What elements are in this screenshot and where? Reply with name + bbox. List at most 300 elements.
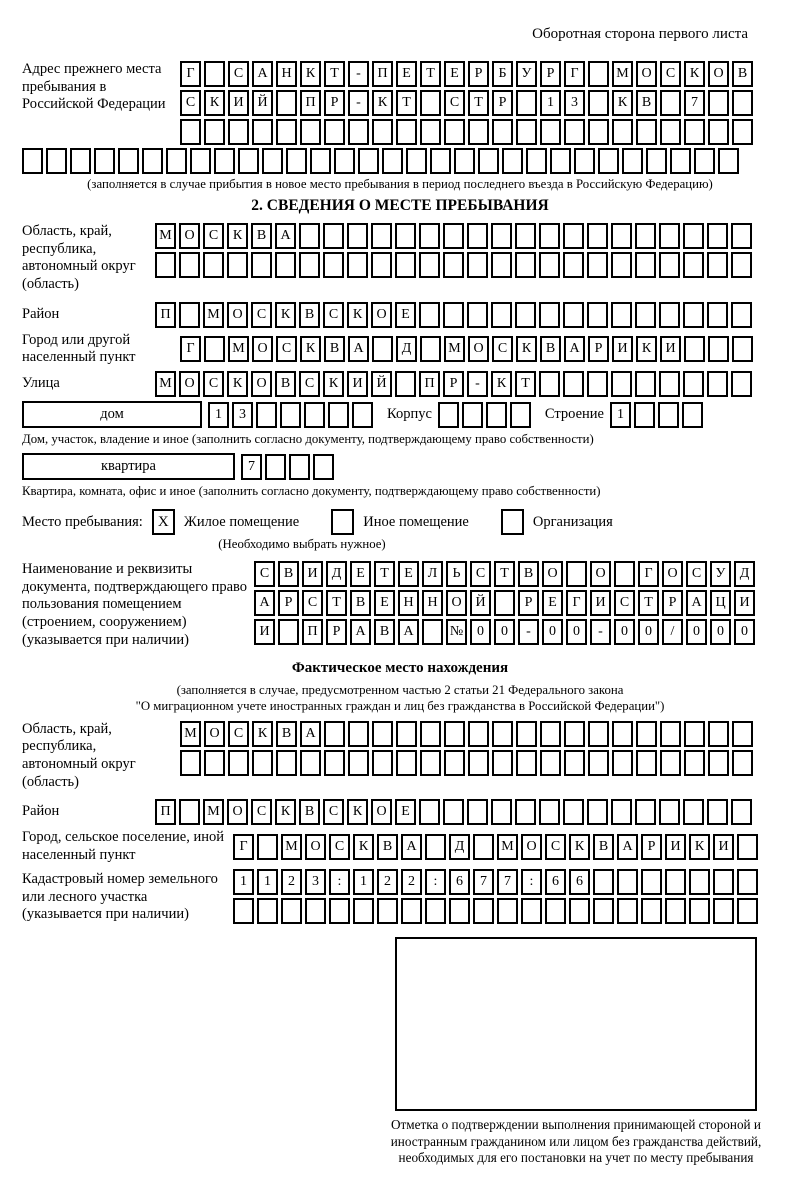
form-cell[interactable] <box>683 302 704 328</box>
form-cell[interactable]: Е <box>374 590 395 616</box>
form-cell[interactable] <box>347 223 368 249</box>
form-cell[interactable] <box>444 721 465 747</box>
form-cell[interactable] <box>443 799 464 825</box>
form-cell[interactable] <box>372 721 393 747</box>
form-cell[interactable]: Е <box>395 302 416 328</box>
form-cell[interactable]: 1 <box>610 402 631 428</box>
form-cell[interactable] <box>289 454 310 480</box>
form-cell[interactable] <box>420 336 441 362</box>
form-cell[interactable]: Б <box>492 61 513 87</box>
form-cell[interactable] <box>324 721 345 747</box>
form-cell[interactable] <box>563 799 584 825</box>
form-cell[interactable]: 1 <box>540 90 561 116</box>
form-cell[interactable]: 0 <box>638 619 659 645</box>
form-cell[interactable]: № <box>446 619 467 645</box>
form-cell[interactable]: Т <box>468 90 489 116</box>
form-cell[interactable]: И <box>228 90 249 116</box>
form-cell[interactable] <box>155 252 176 278</box>
form-cell[interactable] <box>587 371 608 397</box>
form-cell[interactable] <box>94 148 115 174</box>
form-cell[interactable]: А <box>617 834 638 860</box>
form-cell[interactable] <box>694 148 715 174</box>
form-cell[interactable]: О <box>204 721 225 747</box>
form-cell[interactable] <box>467 799 488 825</box>
form-cell[interactable] <box>467 302 488 328</box>
form-cell[interactable] <box>395 223 416 249</box>
form-cell[interactable]: К <box>684 61 705 87</box>
form-cell[interactable] <box>180 750 201 776</box>
form-cell[interactable] <box>612 119 633 145</box>
form-cell[interactable]: Й <box>470 590 491 616</box>
form-cell[interactable] <box>659 223 680 249</box>
form-cell[interactable]: 1 <box>233 869 254 895</box>
form-cell[interactable] <box>372 750 393 776</box>
form-cell[interactable] <box>588 119 609 145</box>
form-cell[interactable] <box>142 148 163 174</box>
form-cell[interactable]: С <box>545 834 566 860</box>
stay-option-organization-checkbox[interactable] <box>501 509 524 535</box>
form-cell[interactable]: М <box>497 834 518 860</box>
form-cell[interactable] <box>371 252 392 278</box>
form-cell[interactable]: В <box>374 619 395 645</box>
form-cell[interactable] <box>280 402 301 428</box>
form-cell[interactable] <box>265 454 286 480</box>
form-cell[interactable] <box>299 223 320 249</box>
form-cell[interactable] <box>300 750 321 776</box>
form-cell[interactable] <box>214 148 235 174</box>
form-cell[interactable]: П <box>419 371 440 397</box>
form-cell[interactable] <box>684 336 705 362</box>
form-cell[interactable] <box>473 898 494 924</box>
form-cell[interactable] <box>468 750 489 776</box>
form-cell[interactable]: 0 <box>494 619 515 645</box>
form-cell[interactable]: Р <box>540 61 561 87</box>
form-cell[interactable] <box>563 302 584 328</box>
form-cell[interactable] <box>262 148 283 174</box>
form-cell[interactable] <box>564 721 585 747</box>
form-cell[interactable]: С <box>180 90 201 116</box>
form-cell[interactable]: 1 <box>257 869 278 895</box>
form-cell[interactable] <box>660 750 681 776</box>
form-cell[interactable]: М <box>281 834 302 860</box>
form-cell[interactable] <box>564 750 585 776</box>
form-cell[interactable]: А <box>564 336 585 362</box>
form-cell[interactable] <box>617 898 638 924</box>
form-cell[interactable]: Й <box>371 371 392 397</box>
form-cell[interactable] <box>622 148 643 174</box>
form-cell[interactable]: Т <box>374 561 395 587</box>
form-cell[interactable]: 6 <box>569 869 590 895</box>
form-cell[interactable]: О <box>468 336 489 362</box>
form-cell[interactable] <box>70 148 91 174</box>
form-cell[interactable]: К <box>353 834 374 860</box>
form-cell[interactable] <box>713 869 734 895</box>
form-cell[interactable] <box>660 90 681 116</box>
form-cell[interactable] <box>526 148 547 174</box>
form-cell[interactable] <box>732 336 753 362</box>
form-cell[interactable]: И <box>665 834 686 860</box>
form-cell[interactable]: С <box>251 799 272 825</box>
form-cell[interactable]: - <box>518 619 539 645</box>
form-cell[interactable]: В <box>275 371 296 397</box>
form-cell[interactable] <box>545 898 566 924</box>
form-cell[interactable] <box>179 799 200 825</box>
form-cell[interactable]: Д <box>396 336 417 362</box>
form-cell[interactable] <box>510 402 531 428</box>
form-cell[interactable] <box>497 898 518 924</box>
form-cell[interactable] <box>190 148 211 174</box>
form-cell[interactable] <box>443 223 464 249</box>
form-cell[interactable] <box>420 119 441 145</box>
form-cell[interactable] <box>449 898 470 924</box>
form-cell[interactable] <box>684 119 705 145</box>
form-cell[interactable]: К <box>636 336 657 362</box>
form-cell[interactable] <box>540 750 561 776</box>
form-cell[interactable] <box>118 148 139 174</box>
form-cell[interactable] <box>732 721 753 747</box>
form-cell[interactable] <box>636 119 657 145</box>
form-cell[interactable] <box>539 252 560 278</box>
form-cell[interactable]: С <box>492 336 513 362</box>
form-cell[interactable] <box>612 750 633 776</box>
form-cell[interactable] <box>491 252 512 278</box>
form-cell[interactable] <box>614 561 635 587</box>
form-cell[interactable]: К <box>569 834 590 860</box>
form-cell[interactable]: 3 <box>305 869 326 895</box>
form-cell[interactable] <box>713 898 734 924</box>
form-cell[interactable] <box>683 371 704 397</box>
form-cell[interactable] <box>401 898 422 924</box>
form-cell[interactable] <box>328 402 349 428</box>
form-cell[interactable] <box>444 750 465 776</box>
form-cell[interactable] <box>731 223 752 249</box>
form-cell[interactable] <box>419 302 440 328</box>
form-cell[interactable]: И <box>612 336 633 362</box>
form-cell[interactable] <box>665 869 686 895</box>
form-cell[interactable]: И <box>254 619 275 645</box>
form-cell[interactable] <box>372 119 393 145</box>
form-cell[interactable]: 7 <box>473 869 494 895</box>
form-cell[interactable] <box>300 119 321 145</box>
form-cell[interactable]: О <box>446 590 467 616</box>
form-cell[interactable] <box>708 119 729 145</box>
form-cell[interactable]: Ь <box>446 561 467 587</box>
form-cell[interactable] <box>611 799 632 825</box>
form-cell[interactable]: О <box>708 61 729 87</box>
form-cell[interactable]: С <box>203 223 224 249</box>
form-cell[interactable]: П <box>372 61 393 87</box>
form-cell[interactable] <box>564 119 585 145</box>
form-cell[interactable] <box>228 750 249 776</box>
form-cell[interactable]: М <box>203 799 224 825</box>
form-cell[interactable] <box>371 223 392 249</box>
form-cell[interactable] <box>468 721 489 747</box>
form-cell[interactable] <box>468 119 489 145</box>
form-cell[interactable] <box>521 898 542 924</box>
form-cell[interactable] <box>598 148 619 174</box>
form-cell[interactable] <box>406 148 427 174</box>
form-cell[interactable]: Т <box>494 561 515 587</box>
form-cell[interactable] <box>310 148 331 174</box>
form-cell[interactable]: Р <box>492 90 513 116</box>
form-cell[interactable]: В <box>732 61 753 87</box>
form-cell[interactable] <box>684 721 705 747</box>
form-cell[interactable] <box>276 750 297 776</box>
form-cell[interactable]: О <box>251 371 272 397</box>
form-cell[interactable]: С <box>329 834 350 860</box>
form-cell[interactable]: 3 <box>232 402 253 428</box>
form-cell[interactable] <box>278 619 299 645</box>
form-cell[interactable]: С <box>251 302 272 328</box>
form-cell[interactable] <box>659 371 680 397</box>
form-cell[interactable] <box>473 834 494 860</box>
form-cell[interactable]: Р <box>588 336 609 362</box>
form-cell[interactable] <box>467 252 488 278</box>
form-cell[interactable]: Г <box>180 61 201 87</box>
form-cell[interactable]: : <box>425 869 446 895</box>
form-cell[interactable] <box>732 119 753 145</box>
form-cell[interactable] <box>180 119 201 145</box>
form-cell[interactable] <box>419 223 440 249</box>
form-cell[interactable] <box>683 799 704 825</box>
form-cell[interactable]: У <box>710 561 731 587</box>
form-cell[interactable]: 2 <box>401 869 422 895</box>
form-cell[interactable]: Е <box>395 799 416 825</box>
form-cell[interactable]: Ц <box>710 590 731 616</box>
form-cell[interactable] <box>539 371 560 397</box>
form-cell[interactable] <box>492 750 513 776</box>
form-cell[interactable] <box>420 750 441 776</box>
form-cell[interactable] <box>492 721 513 747</box>
form-cell[interactable]: - <box>467 371 488 397</box>
form-cell[interactable]: С <box>276 336 297 362</box>
form-cell[interactable]: Г <box>638 561 659 587</box>
form-cell[interactable] <box>540 721 561 747</box>
form-cell[interactable]: А <box>686 590 707 616</box>
form-cell[interactable] <box>252 119 273 145</box>
form-cell[interactable] <box>732 90 753 116</box>
form-cell[interactable] <box>348 750 369 776</box>
form-cell[interactable] <box>494 590 515 616</box>
form-cell[interactable]: В <box>278 561 299 587</box>
form-cell[interactable] <box>539 223 560 249</box>
form-cell[interactable] <box>419 252 440 278</box>
form-cell[interactable] <box>708 90 729 116</box>
form-cell[interactable] <box>286 148 307 174</box>
form-cell[interactable] <box>396 119 417 145</box>
form-cell[interactable]: О <box>179 223 200 249</box>
form-cell[interactable] <box>353 898 374 924</box>
form-cell[interactable]: С <box>203 371 224 397</box>
form-cell[interactable] <box>569 898 590 924</box>
form-cell[interactable] <box>718 148 739 174</box>
form-cell[interactable] <box>396 750 417 776</box>
form-cell[interactable]: 0 <box>470 619 491 645</box>
form-cell[interactable] <box>396 721 417 747</box>
form-cell[interactable] <box>588 61 609 87</box>
form-cell[interactable] <box>550 148 571 174</box>
form-cell[interactable] <box>444 119 465 145</box>
form-cell[interactable]: С <box>470 561 491 587</box>
form-cell[interactable]: Р <box>518 590 539 616</box>
form-cell[interactable] <box>665 898 686 924</box>
form-cell[interactable] <box>707 223 728 249</box>
form-cell[interactable]: О <box>542 561 563 587</box>
form-cell[interactable]: С <box>323 799 344 825</box>
form-cell[interactable]: О <box>371 799 392 825</box>
form-cell[interactable]: К <box>347 302 368 328</box>
form-cell[interactable] <box>22 148 43 174</box>
form-cell[interactable] <box>179 252 200 278</box>
form-cell[interactable] <box>515 252 536 278</box>
form-cell[interactable] <box>516 119 537 145</box>
form-cell[interactable] <box>204 750 225 776</box>
form-cell[interactable]: Т <box>515 371 536 397</box>
form-cell[interactable]: А <box>300 721 321 747</box>
form-cell[interactable]: К <box>275 302 296 328</box>
form-cell[interactable]: У <box>516 61 537 87</box>
form-cell[interactable] <box>227 252 248 278</box>
form-cell[interactable]: Т <box>396 90 417 116</box>
form-cell[interactable] <box>204 119 225 145</box>
form-cell[interactable]: Е <box>398 561 419 587</box>
form-cell[interactable] <box>454 148 475 174</box>
form-cell[interactable]: Т <box>420 61 441 87</box>
form-cell[interactable]: К <box>204 90 225 116</box>
form-cell[interactable] <box>324 119 345 145</box>
form-cell[interactable]: С <box>444 90 465 116</box>
form-cell[interactable] <box>515 302 536 328</box>
form-cell[interactable]: Н <box>276 61 297 87</box>
form-cell[interactable] <box>358 148 379 174</box>
form-cell[interactable] <box>641 898 662 924</box>
form-cell[interactable] <box>323 223 344 249</box>
form-cell[interactable]: О <box>521 834 542 860</box>
form-cell[interactable] <box>658 402 679 428</box>
form-cell[interactable] <box>731 371 752 397</box>
form-cell[interactable] <box>611 252 632 278</box>
form-cell[interactable] <box>491 302 512 328</box>
form-cell[interactable] <box>443 302 464 328</box>
form-cell[interactable] <box>670 148 691 174</box>
form-cell[interactable] <box>731 302 752 328</box>
form-cell[interactable]: Д <box>326 561 347 587</box>
form-cell[interactable] <box>635 371 656 397</box>
form-cell[interactable]: М <box>155 371 176 397</box>
form-cell[interactable] <box>252 750 273 776</box>
form-cell[interactable] <box>462 402 483 428</box>
form-cell[interactable]: М <box>155 223 176 249</box>
form-cell[interactable]: А <box>254 590 275 616</box>
form-cell[interactable] <box>324 750 345 776</box>
form-cell[interactable] <box>539 799 560 825</box>
form-cell[interactable]: И <box>302 561 323 587</box>
form-cell[interactable]: К <box>612 90 633 116</box>
form-cell[interactable] <box>587 252 608 278</box>
form-cell[interactable]: В <box>350 590 371 616</box>
form-cell[interactable] <box>491 799 512 825</box>
form-cell[interactable]: О <box>590 561 611 587</box>
form-cell[interactable]: Е <box>444 61 465 87</box>
form-cell[interactable] <box>348 119 369 145</box>
form-cell[interactable] <box>689 869 710 895</box>
form-cell[interactable] <box>659 799 680 825</box>
form-cell[interactable] <box>486 402 507 428</box>
form-cell[interactable]: И <box>660 336 681 362</box>
form-cell[interactable]: Д <box>734 561 755 587</box>
form-cell[interactable]: В <box>593 834 614 860</box>
form-cell[interactable] <box>478 148 499 174</box>
form-cell[interactable]: 0 <box>566 619 587 645</box>
form-cell[interactable] <box>683 252 704 278</box>
form-cell[interactable]: Г <box>564 61 585 87</box>
form-cell[interactable] <box>563 371 584 397</box>
form-cell[interactable]: С <box>660 61 681 87</box>
form-cell[interactable]: К <box>347 799 368 825</box>
form-cell[interactable] <box>707 371 728 397</box>
form-cell[interactable]: П <box>155 302 176 328</box>
form-cell[interactable]: О <box>371 302 392 328</box>
form-cell[interactable]: - <box>348 61 369 87</box>
form-cell[interactable] <box>46 148 67 174</box>
form-cell[interactable] <box>574 148 595 174</box>
form-cell[interactable] <box>708 750 729 776</box>
form-cell[interactable]: П <box>302 619 323 645</box>
form-cell[interactable] <box>238 148 259 174</box>
form-cell[interactable] <box>731 252 752 278</box>
form-cell[interactable]: М <box>180 721 201 747</box>
form-cell[interactable] <box>166 148 187 174</box>
form-cell[interactable]: 6 <box>449 869 470 895</box>
form-cell[interactable] <box>737 869 758 895</box>
form-cell[interactable]: М <box>228 336 249 362</box>
form-cell[interactable]: 3 <box>564 90 585 116</box>
form-cell[interactable] <box>419 799 440 825</box>
form-cell[interactable]: 1 <box>208 402 229 428</box>
form-cell[interactable]: А <box>350 619 371 645</box>
form-cell[interactable]: 0 <box>734 619 755 645</box>
form-cell[interactable] <box>646 148 667 174</box>
form-cell[interactable] <box>334 148 355 174</box>
form-cell[interactable]: В <box>251 223 272 249</box>
form-cell[interactable] <box>203 252 224 278</box>
form-cell[interactable]: К <box>227 223 248 249</box>
form-cell[interactable]: К <box>300 61 321 87</box>
form-cell[interactable]: К <box>300 336 321 362</box>
stay-option-other-checkbox[interactable] <box>331 509 354 535</box>
form-cell[interactable] <box>275 252 296 278</box>
form-cell[interactable]: С <box>254 561 275 587</box>
form-cell[interactable] <box>659 302 680 328</box>
form-cell[interactable]: А <box>252 61 273 87</box>
form-cell[interactable]: А <box>275 223 296 249</box>
form-cell[interactable]: В <box>276 721 297 747</box>
form-cell[interactable]: В <box>540 336 561 362</box>
form-cell[interactable] <box>611 223 632 249</box>
form-cell[interactable] <box>707 252 728 278</box>
form-cell[interactable] <box>395 252 416 278</box>
form-cell[interactable]: Н <box>398 590 419 616</box>
form-cell[interactable] <box>430 148 451 174</box>
form-cell[interactable] <box>539 302 560 328</box>
form-cell[interactable]: : <box>329 869 350 895</box>
form-cell[interactable]: О <box>227 799 248 825</box>
form-cell[interactable]: О <box>636 61 657 87</box>
form-cell[interactable]: Л <box>422 561 443 587</box>
form-cell[interactable]: В <box>636 90 657 116</box>
form-cell[interactable]: 2 <box>377 869 398 895</box>
form-cell[interactable]: В <box>299 799 320 825</box>
